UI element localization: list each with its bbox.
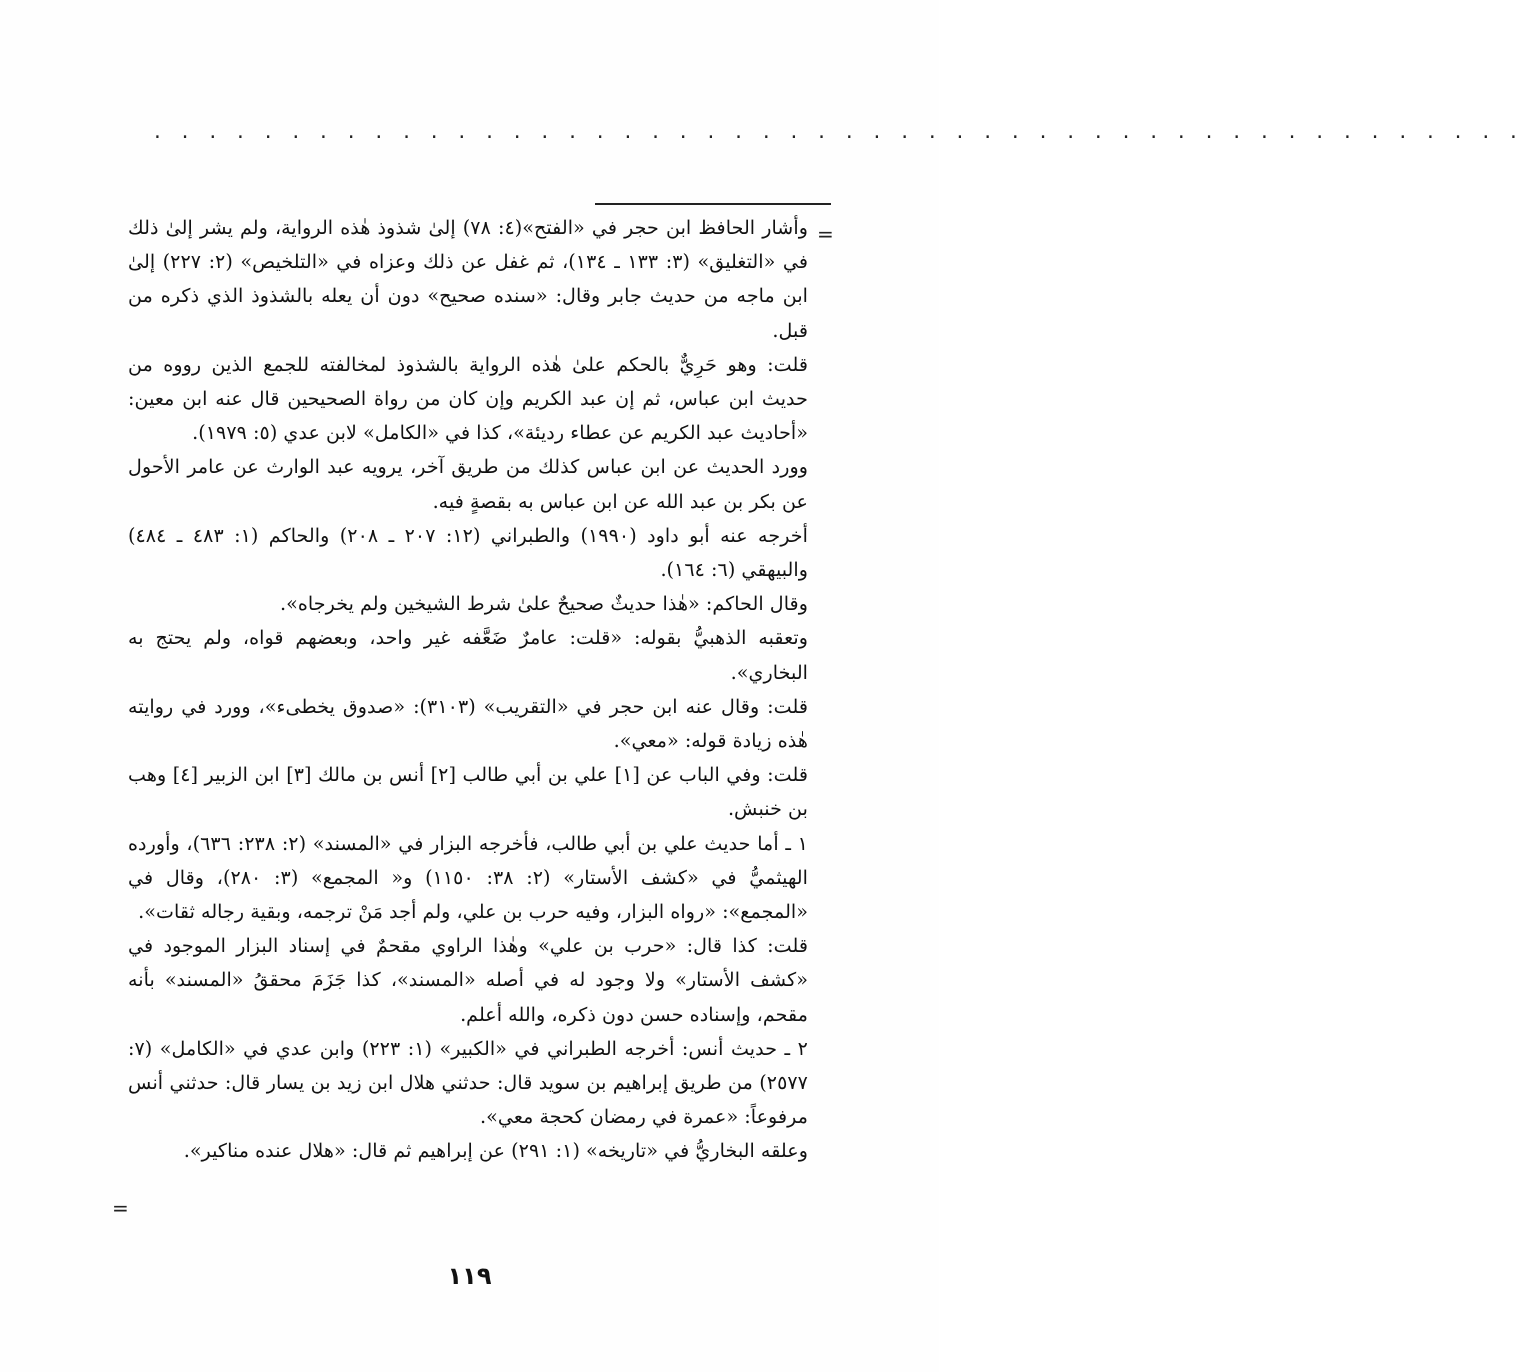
continuation-marker-top: =	[817, 222, 834, 246]
paragraph: قلت: وهو حَرِيٌّ بالحكم علىٰ هٰذه الرواية بالشذوذ لمخالفته للجمع الذين رووه من حديث ابن عباس، ثم إن عبد الكريم وإن كان من رواة الصحيحين قال عنه ابن معين: «أحاديث عبد الكريم عن عطاء رديئة»، كذا في «الكامل» لابن عدي (٥: ١٩٧٩).	[128, 352, 808, 445]
paragraph: قلت: كذا قال: «حرب بن علي» وهٰذا الراوي مقحمٌ في إسناد البزار الموجود في «كشف الأستار» ولا وجود له في أصله «المسند»، كذا جَزَمَ محققُ «المسند» بأنه مقحم، وإسناده حسن دون ذكره، والله أعلم.	[128, 934, 808, 1026]
footnote-body	[128, 211, 808, 1169]
footnote-rule	[595, 203, 831, 205]
paragraph: ١ ـ أما حديث علي بن أبي طالب، فأخرجه البزار في «المسند» (٢: ٢٣٨: ٦٣٦)، وأورده الهيثميُّ في «كشف الأستار» (٢: ٣٨: ١١٥٠) و« المجمع» (٣: ٢٨٠)، وقال في «المجمع»: «رواه البزار، وفيه حرب بن علي، ولم أجد مَنْ ترجمه، وبقية رجاله ثقات».	[128, 831, 808, 924]
paragraph: وتعقبه الذهبيُّ بقوله: «قلت: عامرٌ ضَعَّفه غير واحد، وبعضهم قواه، ولم يحتج به البخاري».	[128, 626, 808, 684]
paragraph: أخرجه عنه أبو داود (١٩٩٠) والطبراني (١٢: ٢٠٧ ـ ٢٠٨) والحاكم (١: ٤٨٣ ـ ٤٨٤) والبيهقي (٦: ١٦٤).	[128, 523, 808, 582]
paragraph: قلت: وقال عنه ابن حجر في «التقريب» (٣١٠٣): «صدوق يخطىء»، وورد في روايته هٰذه زيادة قوله: «معي».	[128, 694, 808, 753]
paragraph: قلت: وفي الباب عن [١] علي بن أبي طالب [٢] أنس بن مالك [٣] ابن الزبير [٤] وهب بن خنبش.	[128, 763, 809, 821]
paragraph: وعلقه البخاريُّ في «تاريخه» (١: ٢٩١) عن إبراهيم ثم قال: «هلال عنده مناكير».	[183, 1139, 808, 1163]
paragraph: وأشار الحافظ ابن حجر في «الفتح»(٤: ٧٨) إلىٰ شذوذ هٰذه الرواية، ولم يشر إلىٰ ذلك في «التغليق» (٣: ١٣٣ ـ ١٣٤)، ثم غفل عن ذلك وعزاه في «التلخيص» (٢: ٢٢٧) إلىٰ ابن ماجه من حديث جابر وقال: «سنده صحيح» دون أن يعله بالشذوذ الذي ذكره من قبل.	[128, 216, 808, 342]
page-number: ١١٩	[447, 1262, 492, 1290]
paragraph: وورد الحديث عن ابن عباس كذلك من طريق آخر، يرويه عبد الوارث عن عامر الأحول عن بكر بن عبد الله عن ابن عباس به بقصةٍ فيه.	[128, 455, 808, 513]
continuation-marker-bottom: =	[112, 1196, 129, 1220]
separator-dots: . . . . . . . . . . . . . . . . . . . . . . . . . . . . . . . . . . . . . . . . . . . . . . . . . .	[152, 122, 1522, 143]
paragraph: ٢ ـ حديث أنس: أخرجه الطبراني في «الكبير» (١: ٢٢٣) وابن عدي في «الكامل» (٧: ٢٥٧٧) من طريق إبراهيم بن سويد قال: حدثني هلال ابن زيد بن يسار قال: حدثني أنس مرفوعاً: «عمرة في رمضان كحجة معي».	[128, 1036, 808, 1129]
paragraph: وقال الحاكم: «هٰذا حديثٌ صحيحٌ علىٰ شرط الشيخين ولم يخرجاه».	[280, 592, 808, 616]
